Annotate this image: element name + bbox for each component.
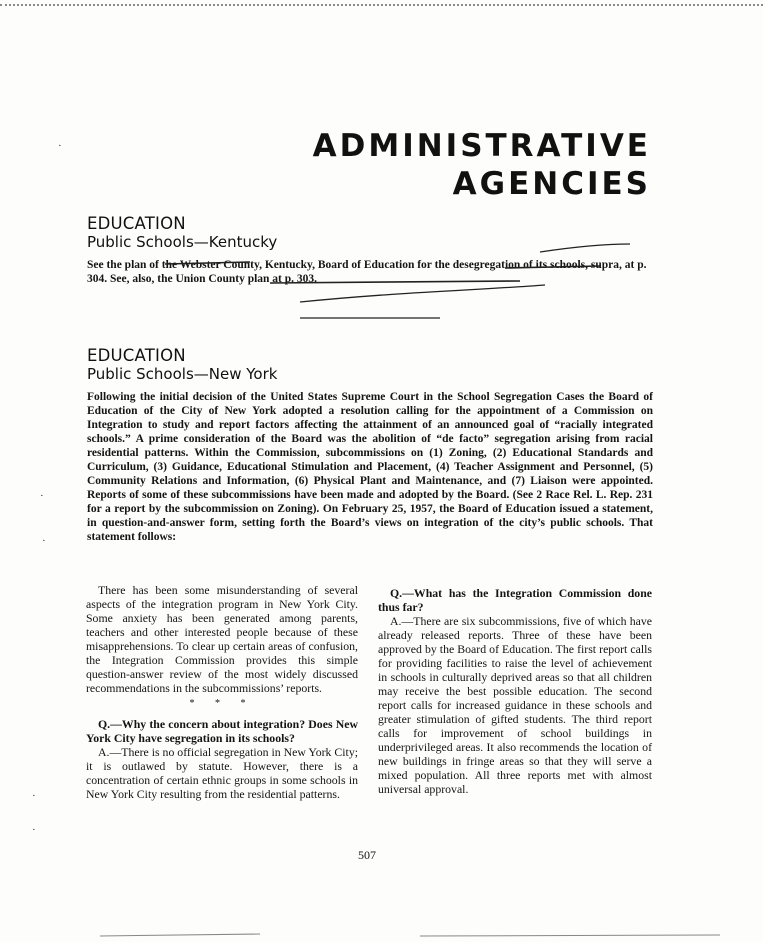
- margin-mark: ·: [58, 140, 62, 152]
- section-2-intro: Following the initial decision of the United States Supreme Court in the School Segregation Cases the Board of Education of the City of New York adopted a resolution calling for the appointment of a Commission on Integration to study and report factors affecting the attainment of an announced goal of “racially integrated schools.” A prime consideration of the Board was the abolition of “de facto” segregation arising from racial residential patterns. Within the Commission, subcommissions on (1) Zoning, (2) Educational Standards and Curriculum, (3) Guidance, Educational Stimulation and Placement, (4) Teacher Assignment and Personnel, (5) Community Relations and Information, (6) Physical Plant and Maintenance, and (7) Liaison were appointed. Reports of some of these subcommissions have been made and adopted by the Board. (See 2 Race Rel. L. Rep. 231 for a report by the subcommission on Zoning). On February 25, 1957, the Board of Education issued a statement, in question-and-answer form, setting forth the Board’s views on integration of the city’s public schools. That statement follows:: [87, 391, 653, 543]
- section-2-subheading: Public Schools—New York: [87, 365, 278, 383]
- section-1-text: See the plan of the Webster County, Kentucky, Board of Education for the desegregation of its schools, supra, at p. 304. See, also, the Union County plan at p. 303.: [87, 259, 647, 285]
- answer-1: A.—There is no official segregation in New York City; it is outlawed by statute. However, there is a concentration of certain ethnic groups in some schools in New York City resulting from the residential patterns.: [86, 745, 358, 801]
- question-1: Q.—Why the concern about integration? Does New York City have segregation in its schools?: [86, 717, 358, 745]
- banner-line-2: AGENCIES: [452, 166, 651, 202]
- section-break-stars: * * *: [189, 698, 255, 709]
- margin-mark: ·: [40, 490, 44, 502]
- margin-mark: ·: [32, 824, 36, 836]
- section-2-heading: EDUCATION: [87, 346, 186, 365]
- left-intro-paragraph: There has been some misunderstanding of several aspects of the integration program in New York City. Some anxiety has been generated among parents, teachers and other interested people because of these misapprehensions. To clear up certain areas of confusion, the Integration Commission provides this simple question-answer review of the most widely discussed recommendations in the subcommissions’ reports.: [86, 583, 358, 695]
- banner-line-1: ADMINISTRATIVE: [312, 128, 651, 164]
- section-1-subheading: Public Schools—Kentucky: [87, 233, 278, 251]
- answer-2: A.—There are six subcommissions, five of which have already released reports. Three of these have been approved by the Board of Education. The first report calls for providing facilities to raise the level of achievement in schools in culturally deprived areas so that all children may receive the best possible education. The second report calls for increased guidance in these schools and greater stimulation of gifted students. The third report calls for improvement of school buildings in underprivileged areas. It also recommends the location of new buildings in fringe areas so that they will serve a mixed population. All three reports met with almost universal approval.: [378, 614, 652, 796]
- margin-mark: ·: [32, 790, 36, 802]
- page-number: 507: [358, 848, 376, 862]
- margin-mark: ·: [42, 535, 46, 547]
- section-1-heading: EDUCATION: [87, 214, 186, 233]
- question-2: Q.—What has the Integration Commission done thus far?: [378, 586, 652, 614]
